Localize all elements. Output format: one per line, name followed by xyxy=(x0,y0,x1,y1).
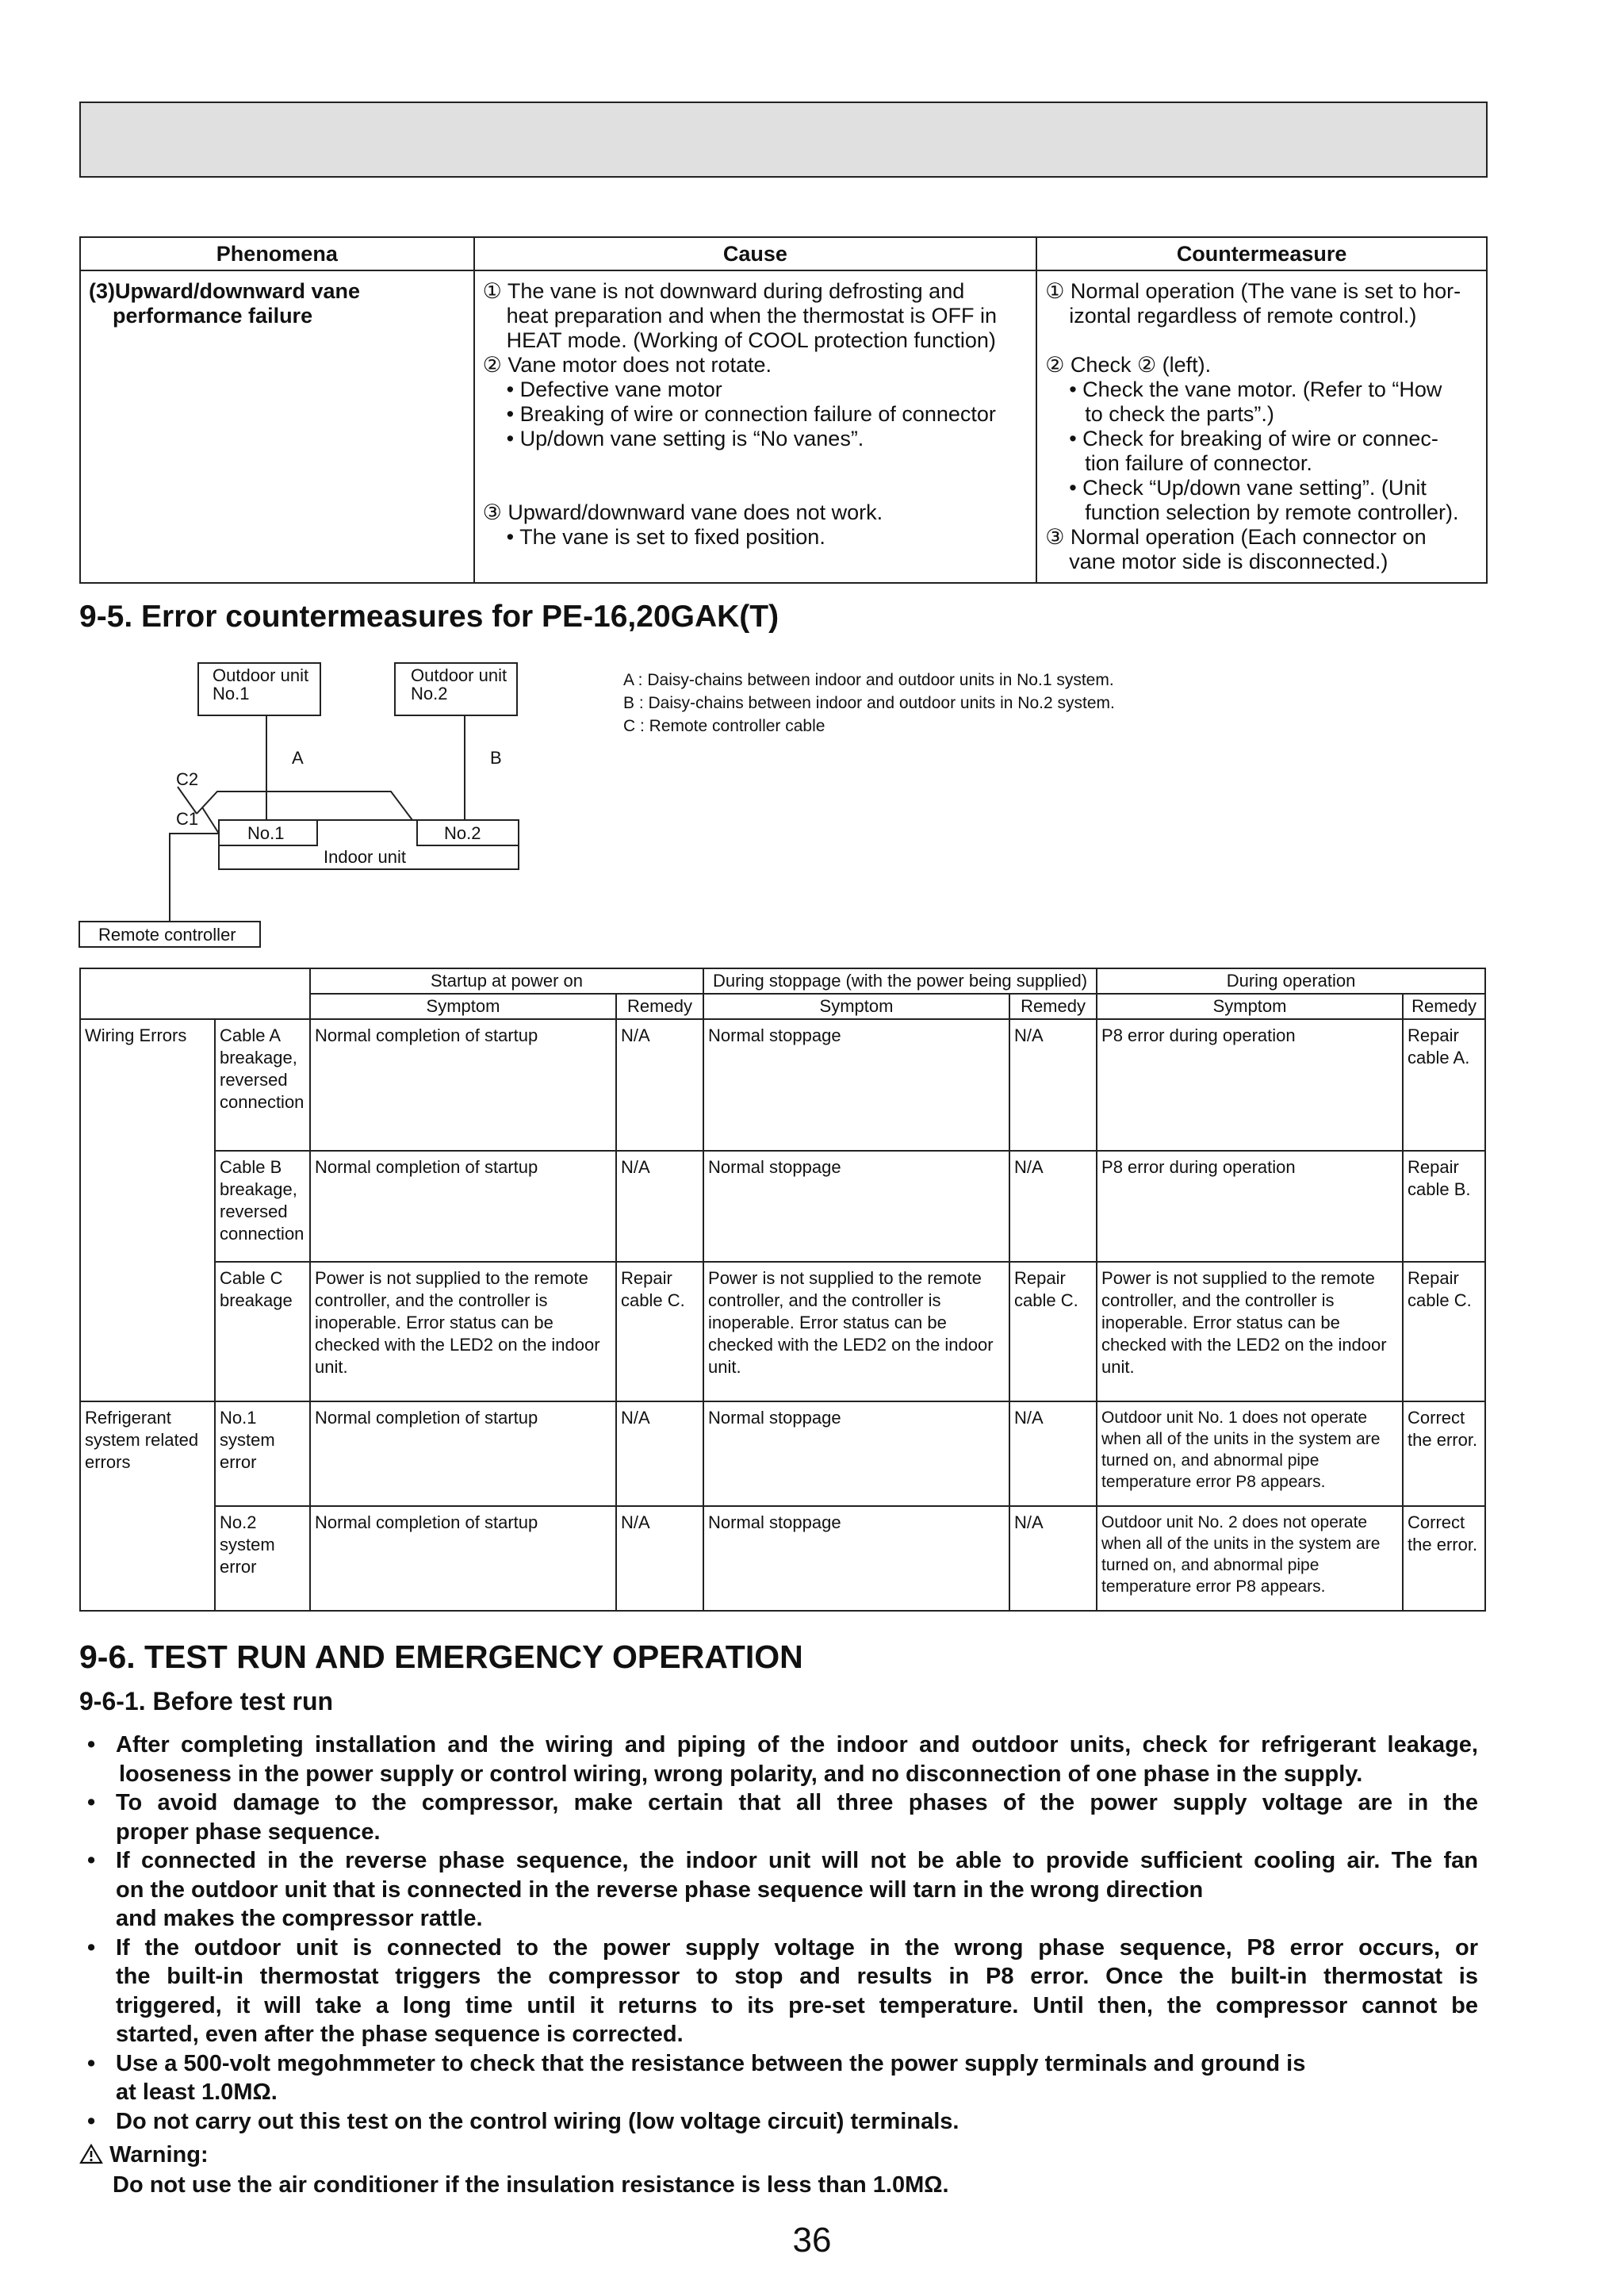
cable-c1-line xyxy=(170,834,219,922)
list-item-line: at least 1.0MΩ. xyxy=(116,2079,278,2105)
cable-a-label: A xyxy=(292,748,304,768)
symptom-cell: Outdoor unit No. 2 does not operate when all of the units in the system are turned on, and abnormal pipe temperature error P8 appears. xyxy=(1097,1506,1403,1611)
remedy-cell: Repair cable C. xyxy=(616,1262,703,1401)
countermeasure-line: • Check “Up/down vane setting”. (Unit xyxy=(1069,476,1427,500)
countermeasure-line: function selection by remote controller). xyxy=(1085,500,1459,524)
bullet-mark: • xyxy=(87,2108,96,2134)
indoor-no2-label: No.2 xyxy=(444,823,481,843)
table-row xyxy=(80,1401,1485,1506)
table-row xyxy=(80,1506,1485,1611)
category-cell: Wiring Errors xyxy=(80,1019,215,1401)
remedy-cell: N/A xyxy=(616,1401,703,1506)
symptom-cell: Normal stoppage xyxy=(703,1151,1009,1262)
list-item-line: the built-in thermostat triggers the compressor to stop and results in P8 error. Once the built-in thermostat is xyxy=(116,1964,1478,1989)
item-cell: No.2 system error xyxy=(215,1506,310,1611)
cable-c1-label: C1 xyxy=(176,809,199,829)
list-item-line: If connected in the reverse phase sequence, the indoor unit will not be able to provide sufficient cooling air. The fan xyxy=(116,1848,1478,1873)
phenomena-line: performance failure xyxy=(113,304,313,328)
list-item-line: If the outdoor unit is connected to the power supply voltage in the wrong phase sequence, P8 error occurs, or xyxy=(116,1934,1478,1961)
outdoor-unit-2-number: No.2 xyxy=(411,684,448,703)
countermeasure-cell xyxy=(1036,270,1487,583)
bullet-mark: • xyxy=(87,2050,96,2076)
error-countermeasure-table xyxy=(79,968,1486,1612)
corner-cell xyxy=(80,968,310,1019)
symptom-cell: Normal stoppage xyxy=(703,1506,1009,1611)
header-cause: Cause xyxy=(474,237,1037,270)
countermeasure-line: • Check the vane motor. (Refer to “How xyxy=(1069,378,1442,401)
item-cell: Cable B breakage, reversed connection xyxy=(215,1151,310,1262)
indoor-no1-label: No.1 xyxy=(247,823,285,843)
page-number: 36 xyxy=(792,2221,832,2260)
remedy-cell: N/A xyxy=(1009,1401,1097,1506)
warning-icon xyxy=(79,2144,103,2164)
warning-title: Warning: xyxy=(109,2142,209,2168)
table-row xyxy=(80,1151,1485,1262)
symptom-cell: Power is not supplied to the remote controller, and the controller is inoperable. Error status can be checked with the LED2 on the indoor unit. xyxy=(703,1262,1009,1401)
remedy-cell: N/A xyxy=(616,1506,703,1611)
symptom-cell: Normal stoppage xyxy=(703,1401,1009,1506)
list-item-line: looseness in the power supply or control wiring, wrong polarity, and no disconnection of one phase in the supply. xyxy=(119,1761,1363,1787)
phenomena-line: (3)Upward/downward vane xyxy=(89,279,361,303)
list-item xyxy=(82,1731,1478,1788)
phenomena-cell xyxy=(80,270,474,583)
subheader-remedy: Remedy xyxy=(1009,994,1097,1019)
symptom-cell: P8 error during operation xyxy=(1097,1151,1403,1262)
list-item xyxy=(82,2107,1478,2137)
remedy-cell: N/A xyxy=(1009,1019,1097,1151)
list-item xyxy=(82,1846,1478,1934)
countermeasure-line: • Check for breaking of wire or connec- xyxy=(1069,427,1438,450)
precaution-list xyxy=(82,1731,1478,2136)
symptom-cell: Normal completion of startup xyxy=(310,1019,616,1151)
cable-c2-label: C2 xyxy=(176,769,199,789)
remedy-cell: N/A xyxy=(616,1019,703,1151)
subheader-symptom: Symptom xyxy=(1097,994,1403,1019)
cause-line: HEAT mode. (Working of COOL protection function) xyxy=(506,328,996,352)
list-item xyxy=(82,1788,1478,1846)
symptom-cell: Power is not supplied to the remote controller, and the controller is inoperable. Error status can be checked with the LED2 on the indoor unit. xyxy=(310,1262,616,1401)
remedy-cell: Correct the error. xyxy=(1403,1506,1485,1611)
countermeasure-line: ② Check ② (left). xyxy=(1045,353,1212,377)
subheader-remedy: Remedy xyxy=(616,994,703,1019)
countermeasure-line: vane motor side is disconnected.) xyxy=(1069,550,1388,573)
remedy-cell: Correct the error. xyxy=(1403,1401,1485,1506)
category-cell: Refrigerant system related errors xyxy=(80,1401,215,1611)
cable-b-label: B xyxy=(490,748,502,768)
group-startup: Startup at power on xyxy=(310,968,703,994)
outdoor-unit-1-number: No.1 xyxy=(213,684,250,703)
item-cell: No.1 system error xyxy=(215,1401,310,1506)
subheader-symptom: Symptom xyxy=(310,994,616,1019)
symptom-cell: Normal completion of startup xyxy=(310,1401,616,1506)
bullet-mark: • xyxy=(87,1790,96,1815)
section-title-9-6: 9-6. TEST RUN AND EMERGENCY OPERATION xyxy=(79,1639,803,1675)
symptom-cell: Power is not supplied to the remote controller, and the controller is inoperable. Error status can be checked with the LED2 on the indoor unit. xyxy=(1097,1262,1403,1401)
subsection-title-9-6-1: 9-6-1. Before test run xyxy=(79,1687,334,1715)
list-item-line: proper phase sequence. xyxy=(116,1819,381,1845)
remedy-cell: N/A xyxy=(1009,1151,1097,1262)
subheader-symptom: Symptom xyxy=(703,994,1009,1019)
phenomena-cause-table xyxy=(79,236,1488,584)
header-countermeasure: Countermeasure xyxy=(1036,237,1487,270)
indoor-unit-label: Indoor unit xyxy=(324,847,406,867)
outdoor-unit-1-label: Outdoor unit xyxy=(213,665,309,685)
countermeasure-line: ① Normal operation (The vane is set to hor- xyxy=(1045,279,1461,303)
list-item-line: To avoid damage to the compressor, make certain that all three phases of the power supply voltage are in the xyxy=(116,1790,1478,1815)
table-row xyxy=(80,1019,1485,1151)
list-item xyxy=(82,2049,1478,2107)
group-stoppage: During stoppage (with the power being supplied) xyxy=(703,968,1097,994)
legend-b: B : Daisy-chains between indoor and outdoor units in No.2 system. xyxy=(623,694,1115,712)
legend-c: C : Remote controller cable xyxy=(623,717,825,735)
group-operation: During operation xyxy=(1097,968,1485,994)
cause-line: ② Vane motor does not rotate. xyxy=(482,353,772,377)
section-title-9-5: 9-5. Error countermeasures for PE-16,20GAK(T) xyxy=(79,600,779,634)
cause-line: ① The vane is not downward during defrosting and xyxy=(482,279,965,303)
list-item xyxy=(82,1934,1478,2049)
remedy-cell: Repair cable C. xyxy=(1009,1262,1097,1401)
remedy-cell: Repair cable C. xyxy=(1403,1262,1485,1401)
cause-line: heat preparation and when the thermostat is OFF in xyxy=(506,304,997,328)
countermeasure-line: ③ Normal operation (Each connector on xyxy=(1045,525,1427,549)
list-item-line: and makes the compressor rattle. xyxy=(116,1906,483,1931)
outdoor-unit-2-label: Outdoor unit xyxy=(411,665,508,685)
diagram-legend xyxy=(623,669,1115,738)
countermeasure-line: tion failure of connector. xyxy=(1085,451,1312,475)
header-phenomena: Phenomena xyxy=(80,237,474,270)
bullet-mark: • xyxy=(87,1732,96,1757)
item-cell: Cable C breakage xyxy=(215,1262,310,1401)
remedy-cell: N/A xyxy=(616,1151,703,1262)
symptom-cell: Outdoor unit No. 1 does not operate when all of the units in the system are turned on, and abnormal pipe temperature error P8 appears. xyxy=(1097,1401,1403,1506)
warning-text: Do not use the air conditioner if the insulation resistance is less than 1.0MΩ. xyxy=(113,2172,949,2198)
subheader-remedy: Remedy xyxy=(1403,994,1485,1019)
symptom-cell: P8 error during operation xyxy=(1097,1019,1403,1151)
list-item-line: After completing installation and the wiring and piping of the indoor and outdoor units, check for refrigerant leakage, xyxy=(116,1732,1478,1757)
remote-controller-label: Remote controller xyxy=(98,925,236,945)
cause-line: • The vane is set to fixed position. xyxy=(506,525,825,549)
symptom-cell: Normal stoppage xyxy=(703,1019,1009,1151)
legend-a: A : Daisy-chains between indoor and outdoor units in No.1 system. xyxy=(623,671,1114,689)
warning-block xyxy=(79,2140,949,2200)
symptom-cell: Normal completion of startup xyxy=(310,1151,616,1262)
cause-line: • Defective vane motor xyxy=(506,378,722,401)
cause-line: • Breaking of wire or connection failure of connector xyxy=(506,402,996,426)
remedy-cell: Repair cable A. xyxy=(1403,1019,1485,1151)
cause-cell xyxy=(474,270,1037,583)
cause-line: ③ Upward/downward vane does not work. xyxy=(482,500,883,524)
remedy-cell: N/A xyxy=(1009,1506,1097,1611)
bullet-mark: • xyxy=(87,1934,96,1961)
header-bar xyxy=(79,102,1488,178)
list-item-line: Do not carry out this test on the control wiring (low voltage circuit) terminals. xyxy=(116,2108,959,2134)
list-item-line: started, even after the phase sequence is corrected. xyxy=(116,2022,684,2047)
list-item-line: triggered, it will take a long time until it returns to its pre-set temperature. Until then, the compressor cannot be xyxy=(116,1992,1478,2018)
cable-c1-leader xyxy=(202,807,219,834)
list-item-line: on the outdoor unit that is connected in the reverse phase sequence will tarn in the wrong direction xyxy=(116,1876,1204,1903)
countermeasure-line: to check the parts”.) xyxy=(1085,402,1274,426)
item-cell: Cable A breakage, reversed connection xyxy=(215,1019,310,1151)
bullet-mark: • xyxy=(87,1848,96,1873)
remedy-cell: Repair cable B. xyxy=(1403,1151,1485,1262)
table-row xyxy=(80,1262,1485,1401)
wiring-diagram xyxy=(71,655,619,956)
list-item-line: Use a 500-volt megohmmeter to check that the resistance between the power supply terminals and ground is xyxy=(116,2050,1306,2076)
symptom-cell: Normal completion of startup xyxy=(310,1506,616,1611)
cable-c2-line xyxy=(197,792,412,820)
cause-line: • Up/down vane setting is “No vanes”. xyxy=(506,427,864,450)
countermeasure-line: izontal regardless of remote control.) xyxy=(1069,304,1417,328)
